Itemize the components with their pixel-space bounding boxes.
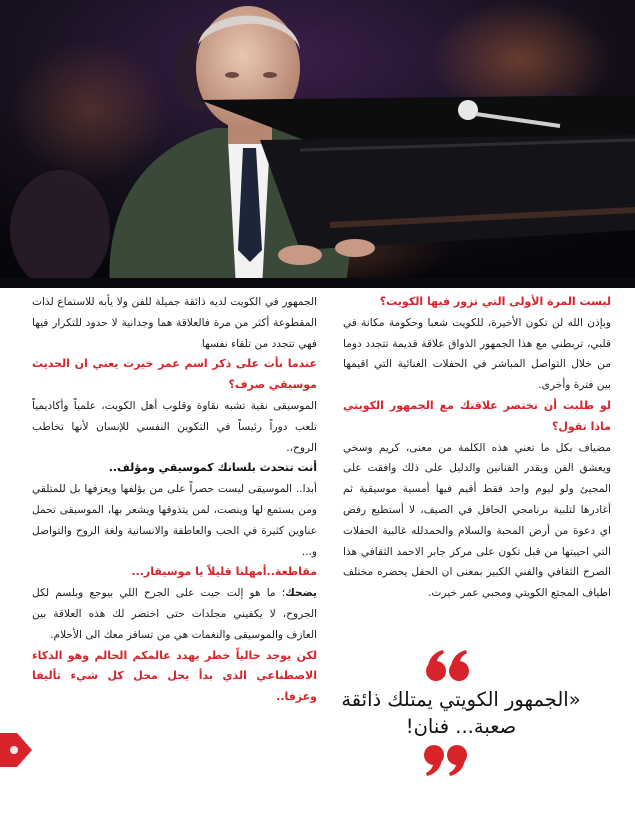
pianist-illustration	[0, 0, 635, 288]
question-heading: عندما نأت على ذكر اسم عمر خيرت يعني ان الحديث موسيقي صرف؟	[32, 357, 317, 392]
answer-text: ؛ ما هو إلت جيت على الجرح اللي بيوجع وبلسم لكل الجروح، لا يكفيني مجلدات حتى اختصر لك هذه العلاقة بين العازف والموسيقى والنغمات هي من تسافر معك الى الأحلام.	[32, 587, 317, 641]
quote-open-icon	[425, 650, 471, 684]
question-heading: أنت تتحدث بلسانك كموسيقي ومؤلف..	[108, 461, 317, 475]
question-heading: لكن يوجد حالياً خطر يهدد عالمكم الحالم وهو الذكاء الاصطناعي الذي بدأ يحل محل كل شيء تأليفا وعزفا..	[32, 648, 317, 704]
quote-close-icon	[422, 742, 468, 776]
page-marker-icon	[0, 733, 34, 767]
answer-paragraph	[32, 583, 317, 645]
pull-quote-text: «الجمهور الكويتي يمتلك ذائقة صعبة... فنان!	[341, 688, 581, 738]
question-heading: لو طلبت أن تختصر علاقتك مع الجمهور الكويتي ماذا تقول؟	[343, 398, 611, 433]
answer-paragraph: أبدا.. الموسيقى ليست حصراً على من يؤلفها ويعزفها بل للمتلقي ومن يستمع لها وينصت، لمن يتذوقها ويشعر بها، الموسيقى تحمل عناوين كثيرة في الحب والعاطفة والانسانية ولغة الروح والتواصل و...	[32, 483, 317, 558]
question-heading: مقاطعة..أمهلنا قليلاً يا موسيقار...	[131, 565, 317, 579]
question-heading: ليست المرة الأولى التي تزور فيها الكويت؟	[379, 295, 611, 308]
answer-paragraph: مضياف بكل ما تعني هذه الكلمة من معنى، كريم وسخي ويعشق الفن ويقدر الفنانين والدليل على ذلك وافقت على المجيئ ولو ليوم واحد فقط أقيم فيها أمسية موسيقية ثم أغادرها لتلبية برنامجي الحافل في الصيف، لا أستطيع رفض اي دعوة من أرض المحبة والسلام والحمدلله غالبية الحفلات التي احييتها من قبل تكون على مركز جابر الاحمد الثقافي هذا الصرح الثقافي والفني الكبير بمعنى ان الحفل يحضره مختلف اطياف المجتع الكويتي ومحبي عمر خيرت.	[343, 441, 611, 600]
pull-quote	[330, 650, 592, 772]
answer-lead: يضحك	[285, 587, 317, 600]
answer-paragraph: الموسيقى نقية تشبه نقاوة وقلوب أهل الكويت، علمياً وأكاديمياً تلعب دوراً رئيساً في التكوين النفسي للإنسان لأنها تخاطب الروح،.	[32, 399, 317, 454]
hero-photo	[0, 0, 635, 288]
answer-paragraph: الجمهور في الكويت لديه ذائقة جميلة للفن ولا يأبه للاستماع لذات المقطوعة أكثر من مرة فالعلاقة هما وجدانية لا حدود للتكرار فيها فهي تتجدد من تلقاء نفسها	[32, 296, 317, 350]
article-column-right	[343, 292, 611, 604]
answer-paragraph: وبإذن الله لن تكون الأخيرة، للكويت شعبا وحكومة مكانة في قلبي، تربطني مع هذا الجمهور الذواق علاقة قديمة تتجدد دوما من خلال التواصل المباشر في الحفلات الغنائية التي اقيمها بين فترة وأخرى.	[343, 316, 611, 392]
article-column-left	[32, 292, 317, 708]
